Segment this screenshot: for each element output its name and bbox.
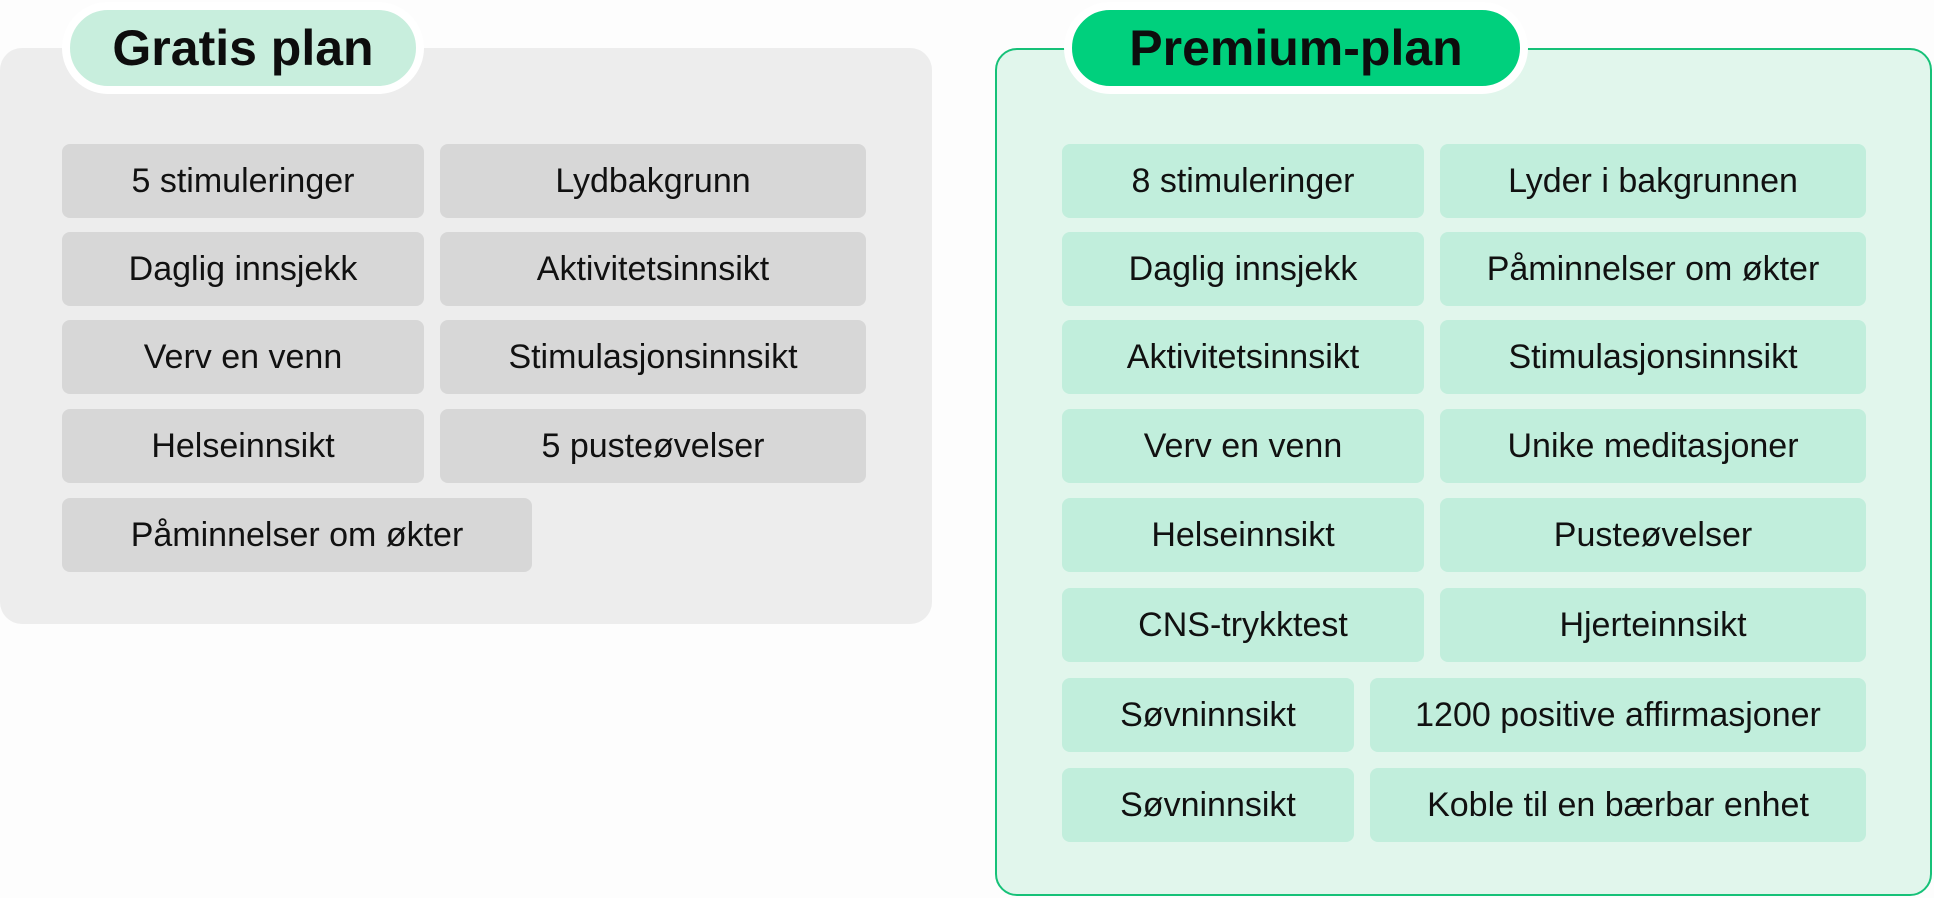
premium-feature-chip: Påminnelser om økter: [1440, 232, 1866, 306]
premium-feature-chip: Aktivitetsinnsikt: [1062, 320, 1424, 394]
premium-feature-chip: CNS-trykktest: [1062, 588, 1424, 662]
premium-plan-title: Premium-plan: [1064, 2, 1528, 94]
premium-feature-chip: Daglig innsjekk: [1062, 232, 1424, 306]
free-feature-chip: Aktivitetsinnsikt: [440, 232, 866, 306]
free-feature-chip: Lydbakgrunn: [440, 144, 866, 218]
premium-feature-chip: Hjerteinnsikt: [1440, 588, 1866, 662]
premium-feature-chip: Verv en venn: [1062, 409, 1424, 483]
premium-feature-chip: 1200 positive affirmasjoner: [1370, 678, 1866, 752]
premium-feature-chip: Stimulasjonsinnsikt: [1440, 320, 1866, 394]
free-feature-chip: 5 stimuleringer: [62, 144, 424, 218]
premium-feature-chip: Søvninnsikt: [1062, 678, 1354, 752]
free-feature-chip: Påminnelser om økter: [62, 498, 532, 572]
premium-feature-chip: Unike meditasjoner: [1440, 409, 1866, 483]
premium-feature-chip: Helseinnsikt: [1062, 498, 1424, 572]
free-feature-chip: 5 pusteøvelser: [440, 409, 866, 483]
free-feature-chip: Stimulasjonsinnsikt: [440, 320, 866, 394]
premium-feature-chip: 8 stimuleringer: [1062, 144, 1424, 218]
free-plan-title: Gratis plan: [62, 2, 424, 94]
premium-feature-chip: Koble til en bærbar enhet: [1370, 768, 1866, 842]
premium-feature-chip: Pusteøvelser: [1440, 498, 1866, 572]
free-feature-chip: Helseinnsikt: [62, 409, 424, 483]
free-feature-chip: Verv en venn: [62, 320, 424, 394]
premium-feature-chip: Søvninnsikt: [1062, 768, 1354, 842]
premium-feature-chip: Lyder i bakgrunnen: [1440, 144, 1866, 218]
free-feature-chip: Daglig innsjekk: [62, 232, 424, 306]
